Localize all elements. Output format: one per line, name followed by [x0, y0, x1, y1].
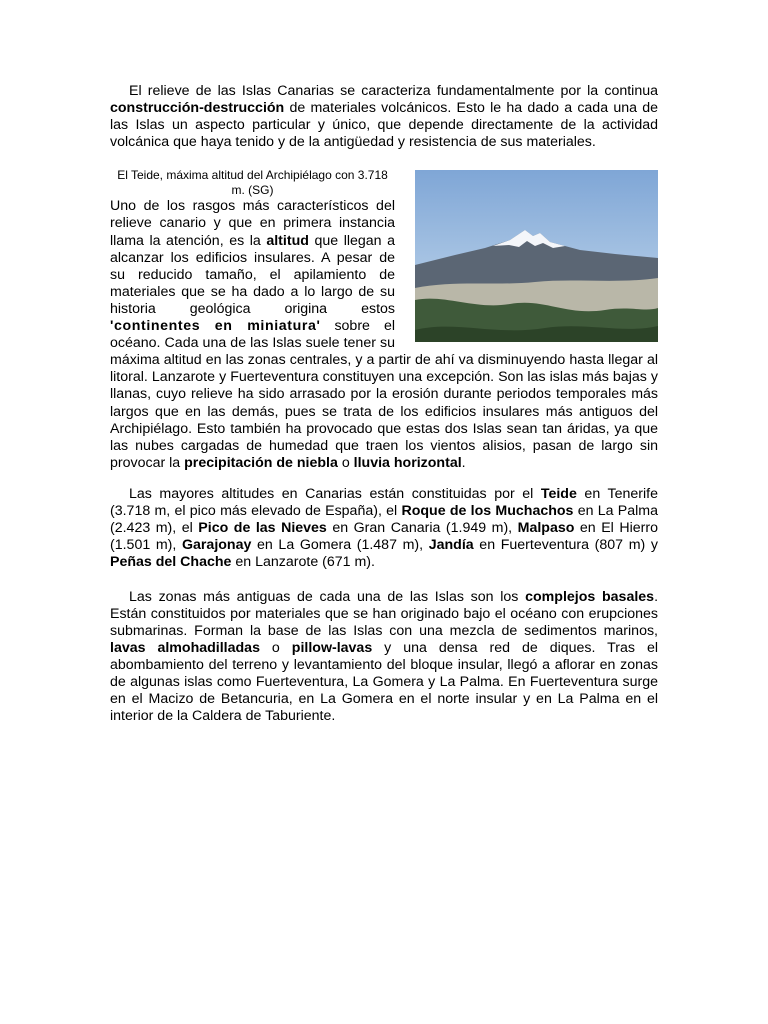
- bold-term: lavas almohadilladas: [110, 639, 260, 656]
- text-run: Uno de los rasgos más característicos del relieve canario y que en primera instancia llama la atención, es la: [110, 198, 395, 249]
- bold-term: Garajonay: [181, 537, 252, 554]
- bold-term: Malpaso: [517, 520, 575, 537]
- text-run: y una densa red de diques. Tras el abombamiento del terreno y levantamiento del bloque insular, llegó a aflorar en zonas de algunas islas como Fuerteventura, La Gomera y La Palma. En Fuerteventura surge en el Macizo de Betancuria, en La Gomera en el norte insular y en La Palma en el interior de la Caldera de Taburiente.: [110, 639, 659, 725]
- paragraph-relieve: [110, 83, 658, 151]
- bold-term: Jandía: [428, 537, 474, 554]
- text-run: en La Gomera (1.487 m),: [251, 537, 429, 554]
- text-run: en Fuerteventura (807 m) y: [473, 537, 658, 554]
- text-run: sobre el océano. Cada una de las Islas suele tener su máxima altitud en las zonas centrales, y a partir de ahí va disminuyendo hasta llegar al litoral. Lanzarote y Fuerteventura constituyen una excepción. Son las islas más bajas y llanas, cuyo relieve ha sido arrasado por la erosión durante periodos temporales más largos que en las demás, pues se trata de los edificios insulares más antiguos del Archipiélago. Esto también ha provocado que estas dos Islas sean tan áridas, ya que las nubes cargadas de humedad que traen los vientos alisios, pasan de largo sin provocar la: [110, 318, 658, 471]
- bold-term: Roque de los Muchachos: [401, 503, 574, 520]
- bold-term: complejos basales: [525, 588, 655, 605]
- bold-term: altitud: [266, 232, 309, 249]
- bold-term: Pico de las Nieves: [198, 520, 327, 537]
- text-run: en El Hierro (1.501 m),: [110, 520, 658, 554]
- text-run: en Tenerife (3.718 m, el pico más elevado de España), el: [110, 486, 658, 520]
- text-run: o: [259, 639, 292, 656]
- paragraph-complejos-basales: [110, 589, 658, 726]
- bold-term: pillow-lavas: [291, 639, 373, 656]
- bold-term: construcción-destrucción: [110, 100, 285, 117]
- figure-caption: El Teide, máxima altitud del Archipiélago con 3.718 m. (SG): [117, 168, 388, 198]
- text-run: Las mayores altitudes en Canarias están constituidas por el: [129, 486, 541, 503]
- text-run: en La Palma (2.423 m), el: [110, 503, 658, 537]
- teide-photo: [415, 170, 658, 342]
- bold-term: lluvia horizontal: [353, 454, 462, 471]
- body-text: [110, 83, 658, 742]
- text-run: que llegan a alcanzar los edificios insulares. A pesar de su reducido tamaño, el apilamiento de materiales que se ha dado a lo largo de su historia geológica origina estos: [110, 232, 395, 317]
- text-run: El relieve de las Islas Canarias se caracteriza fundamentalmente por la continua: [129, 83, 658, 99]
- text-run: en Lanzarote (671 m).: [231, 554, 375, 571]
- text-run: . Están constituidos por materiales que se han originado bajo el océano con erupciones submarinas. Forman la base de las Islas con una mezcla de sedimentos marinos,: [110, 588, 659, 639]
- teide-figure: [415, 170, 658, 342]
- paragraph-altitudes: [110, 486, 658, 571]
- text-run: .: [461, 454, 466, 471]
- bold-term: 'continentes en miniatura': [110, 318, 321, 335]
- bold-term: Peñas del Chache: [110, 554, 232, 571]
- text-run: o: [337, 454, 354, 471]
- text-run: de materiales volcánicos. Esto le ha dado a cada una de las Islas un aspecto particular y único, que depende directamente de la actividad volcánica que haya tenido y de la antigüedad y resistencia de sus materiales.: [110, 100, 658, 151]
- bold-term: precipitación de niebla: [184, 454, 338, 471]
- text-run: en Gran Canaria (1.949 m),: [326, 520, 518, 537]
- bold-term: Teide: [540, 486, 577, 503]
- text-run: Las zonas más antiguas de cada una de las Islas son los: [129, 588, 526, 605]
